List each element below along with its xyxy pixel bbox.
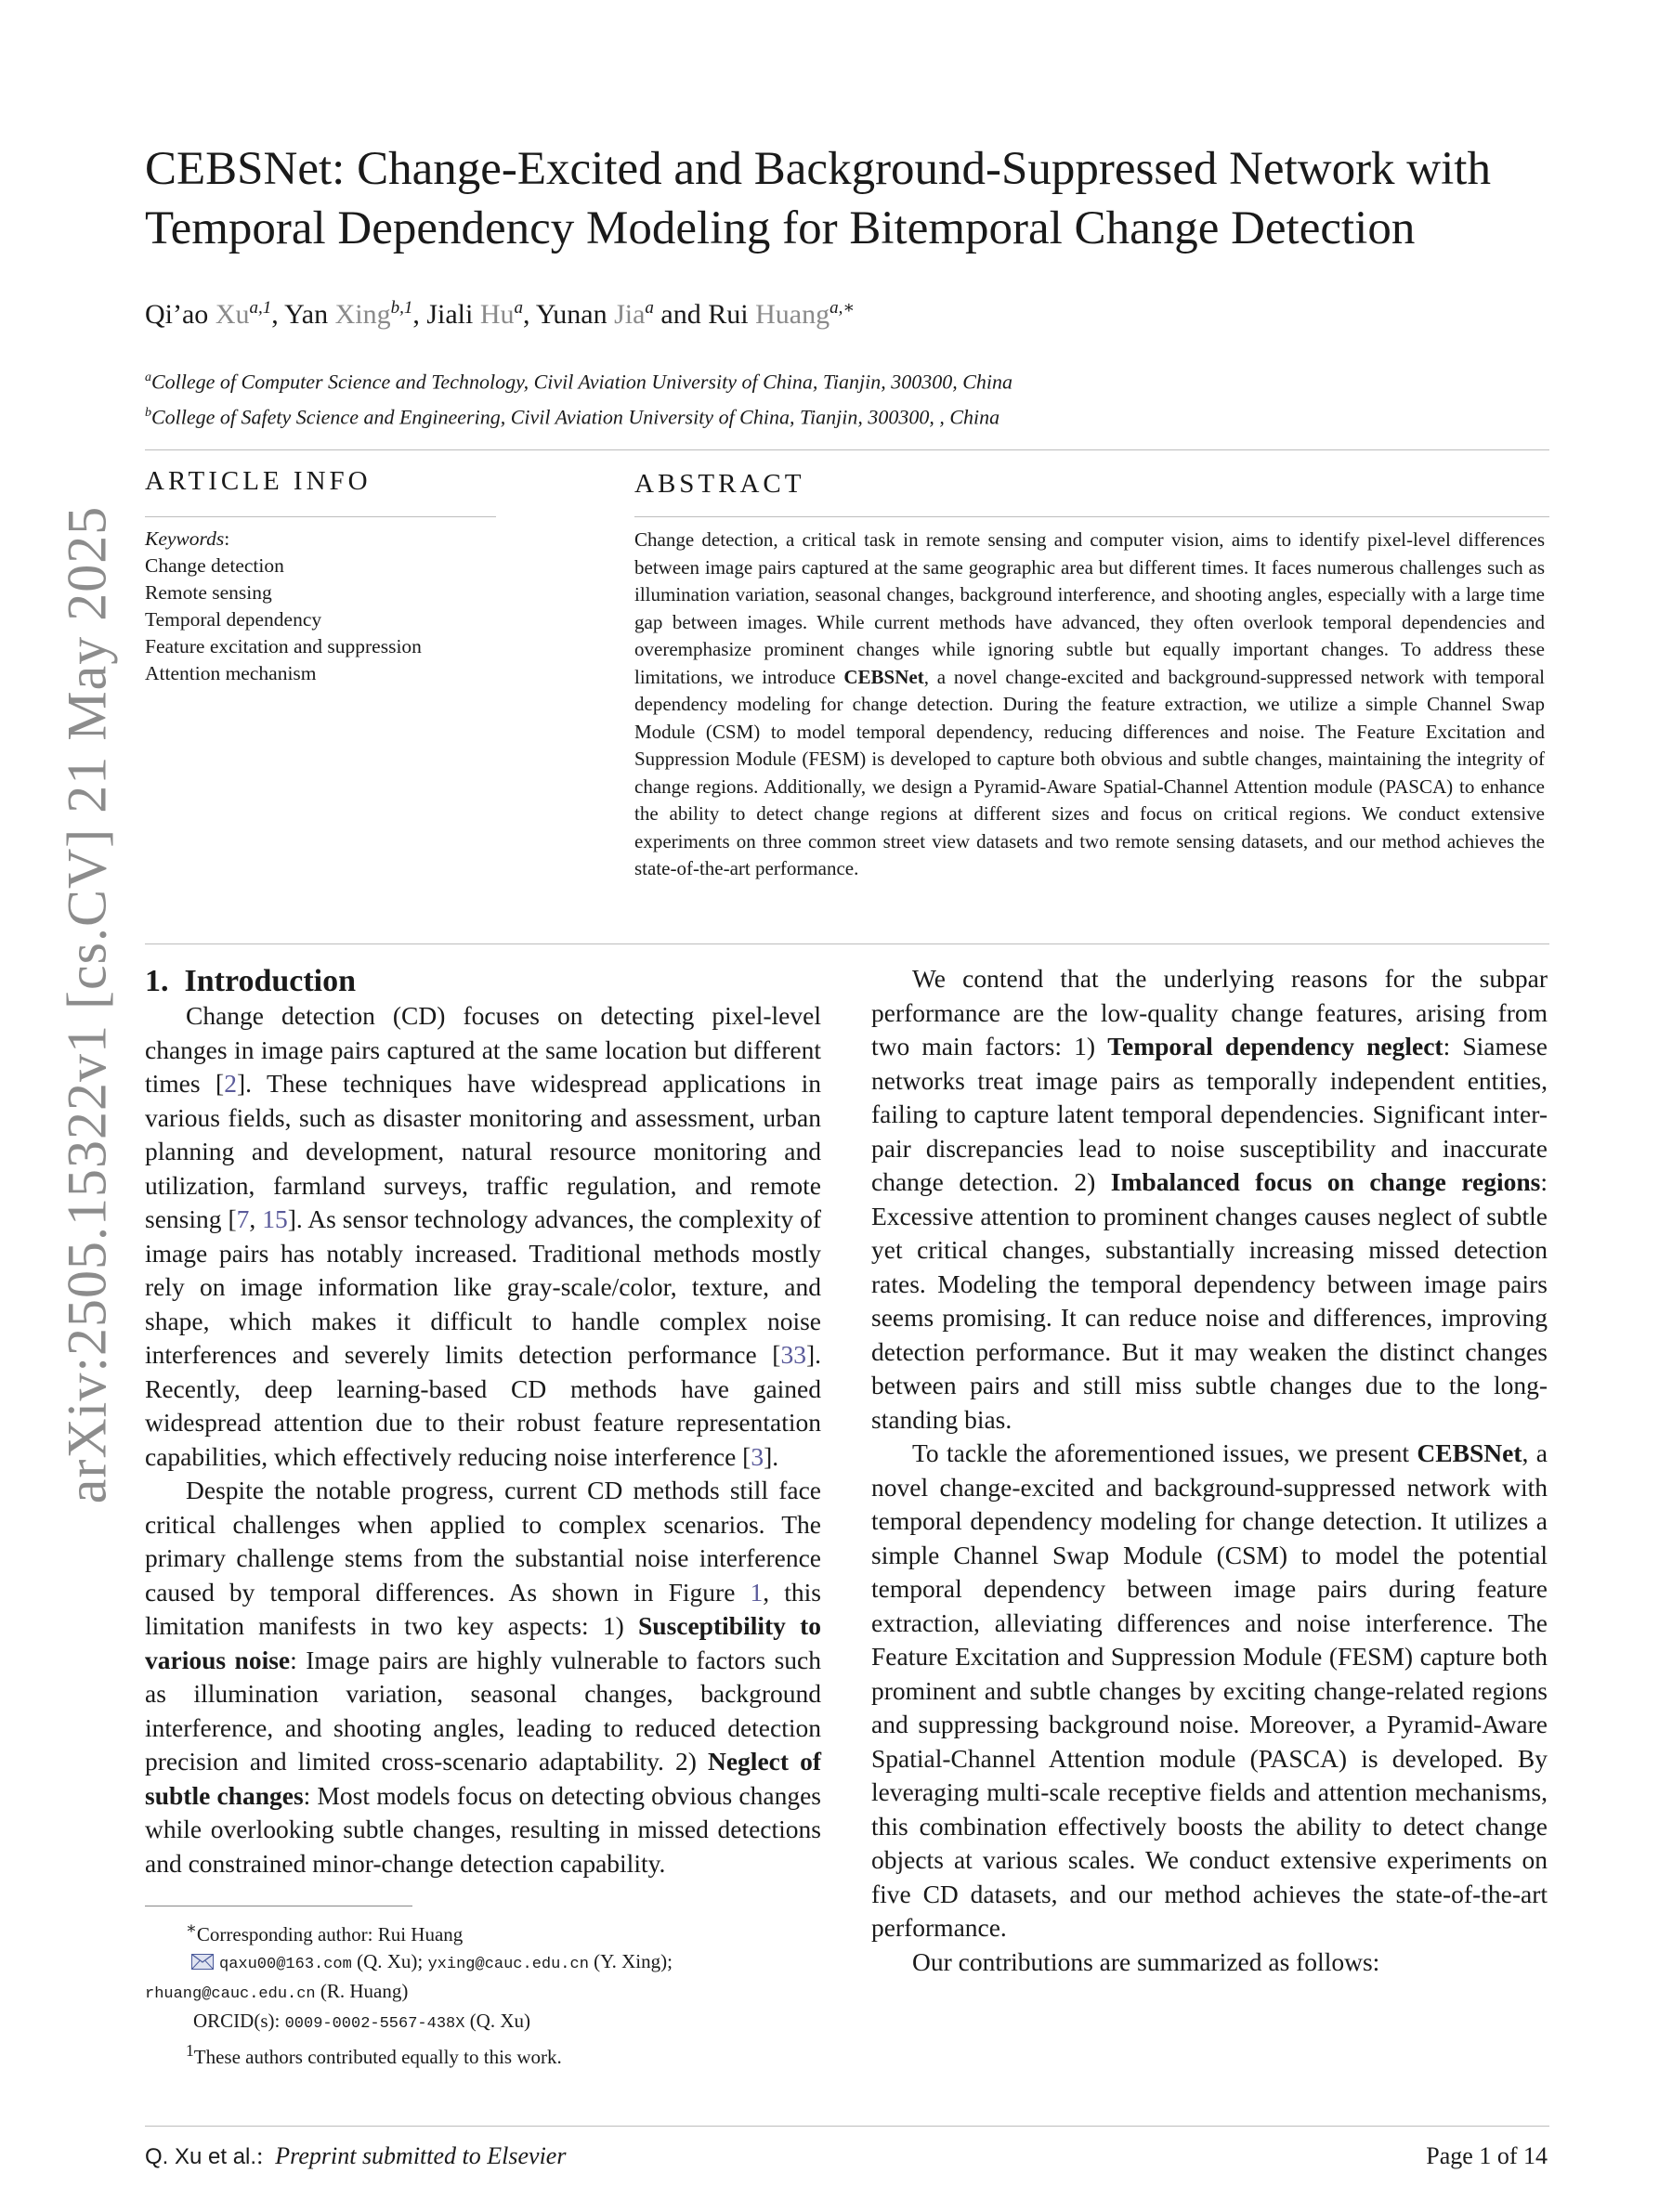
keyword: Remote sensing (145, 581, 272, 604)
email-link[interactable]: qaxu00@163.com (219, 1956, 352, 1973)
keyword: Attention mechanism (145, 662, 317, 684)
keyword: Temporal dependency (145, 608, 322, 631)
email-link[interactable]: rhuang@cauc.edu.cn (145, 1985, 316, 2003)
affiliations (145, 362, 1012, 434)
affiliation-a: $^a$College of Computer Science and Technology, Civil Aviation University of China, Tianjin, 300300, China (145, 370, 1013, 394)
citation-link[interactable]: 33 (780, 1340, 806, 1369)
citation-link[interactable]: 2 (224, 1069, 237, 1098)
abstract-divider (634, 516, 1549, 517)
abstract-bottom-divider (145, 943, 1549, 944)
author-link[interactable]: Hu (479, 299, 515, 330)
paragraph: Our contributions are summarized as follows: (912, 1946, 1380, 1976)
citation-link[interactable]: 3 (751, 1441, 764, 1471)
page-number: Page 1 of 14 (1426, 2142, 1548, 2169)
email-note: rhuang@cauc.edu.cn (R. Huang) (145, 1980, 409, 2003)
figure-link[interactable]: 1 (750, 1577, 764, 1607)
footnotes (145, 1915, 832, 2071)
article-info-divider (145, 516, 496, 517)
model-name: CEBSNet (843, 665, 924, 688)
orcid-link[interactable]: 0009-0002-5567-438X (284, 2015, 465, 2033)
paragraph: We contend that the underlying reasons for the subpar performance are the low-quality change features, arising from two main factors: 1) Temporal dependency neglect: Siamese networks treat image pairs as temporally independent entities, failing to capture latent temporal dependencies. Significant inter-pair discrepancies lead to noise susceptibility and inaccurate change detection. 2) Imbalanced focus on change regions: Excessive attention to prominent changes causes neglect of subtle yet critical changes, substantially increasing missed detection rates. Modeling the temporal dependency between image pairs seems promising. It can reduce noise and differences, improving detection performance. But it may weaken the distinct changes between pairs and still miss subtle changes due to the long-standing bias. (871, 964, 1548, 1434)
author: Yan Xing$^{b,1}$, (284, 298, 427, 330)
section-heading-introduction: 1. Introduction (145, 964, 357, 998)
arxiv-identifier-stamp: arXiv:2505.15322v1 [cs.CV] 21 May 2025 (56, 505, 118, 1504)
paragraph: Change detection (CD) focuses on detecting pixel-level changes in image pairs captured at the same location but different times [2]. These techniques have widespread applications in various fields, such as disaster monitoring and assessment, urban planning and development, natural resource monitoring and utilization, farmland surveys, traffic regulation, and remote sensing [7, 15]. As sensor technology advances, the complexity of image pairs has notably increased. Traditional methods mostly rely on image information like gray-scale/color, texture, and shape, which makes it difficult to handle complex noise interferences and severely limits detection performance [33]. Recently, deep learning-based CD methods have gained widespread attention due to their robust feature representation capabilities, which effectively reducing noise interference [3]. (145, 1001, 821, 1471)
body-column-left (145, 999, 821, 1880)
author: Yunan Jia$^a$ and (535, 298, 709, 330)
email-link[interactable]: yxing@cauc.edu.cn (427, 1956, 589, 1973)
paragraph: To tackle the aforementioned issues, we present CEBSNet, a novel change-excited and background-suppressed network with temporal dependency modeling for change detection. It utilizes a simple Channel Swap Module (CSM) to model the potential temporal dependency between image pairs during feature extraction, alleviating differences and noise interference. The Feature Excitation and Suppression Module (FESM) capture both prominent and subtle changes by exciting change-related regions and suppressing background noise. Moreover, a Pyramid-Aware Spatial-Channel Attention module (PASCA) is developed. By leveraging multi-scale receptive fields and attention mechanisms, this combination effectively boosts the ability to detect change objects at various scales. We conduct extensive experiments on five CD datasets, and our method achieves the state-of-the-art performance. (871, 1438, 1548, 1942)
author-list (145, 290, 855, 333)
header-divider (145, 449, 1549, 450)
citation-link[interactable]: 15 (262, 1204, 288, 1233)
author-link[interactable]: Xing (334, 299, 391, 330)
author-link[interactable]: Jia (614, 299, 646, 330)
author: Jiali Hu$^a$, (426, 298, 536, 330)
running-footer: Q. Xu et al.: Preprint submitted to Elsevier (145, 2142, 567, 2169)
author-link[interactable]: Xu (215, 299, 250, 330)
paragraph: Despite the notable progress, current CD methods still face critical challenges when applied to complex scenarios. The primary challenge stems from the substantial noise interference caused by temporal differences. As shown in Figure 1, this limitation manifests in two key aspects: 1) Susceptibility to various noise: Image pairs are highly vulnerable to factors such as illumination variation, seasonal changes, background interference, and shooting angles, leading to reduced detection precision and limited cross-scenario adaptability. 2) Neglect of subtle changes: Most models focus on detecting obvious changes while overlooking subtle changes, resulting in missed detections and constrained minor-change detection capability. (145, 1476, 822, 1878)
equal-contribution-note: $^1$These authors contributed equally to this work. (186, 2041, 562, 2068)
author: Qi’ao Xu$^{a,1}$, (145, 298, 285, 330)
keyword: Change detection (145, 554, 284, 577)
footer-venue: Preprint submitted to Elsevier (275, 2142, 567, 2169)
body-column-right (871, 962, 1548, 1979)
affiliation-b: $^b$College of Safety Science and Engineering, Civil Aviation University of China, Tianjin, 300300, , China (145, 405, 1000, 429)
footer-divider (145, 2126, 1549, 2127)
keywords-block: Keywords: Change detection Remote sensing Temporal dependency Feature excitation and suppression Attention mechanism (145, 526, 422, 687)
citation-link[interactable]: 7 (236, 1204, 250, 1233)
envelope-icon (191, 1954, 214, 1970)
article-info-heading: ARTICLE INFO (145, 466, 372, 496)
abstract-text: Change detection, a critical task in remote sensing and computer vision, aims to identify pixel-level differences between image pairs captured at the same geographic area but different times. It faces numerous challenges such as illumination variation, seasonal changes, background interference, and shooting angles, especially with a large time gap between images. While current methods have advanced, they often overlook temporal dependencies and overemphasize prominent changes while ignoring subtle but equally important changes. To address these limitations, we introduce CEBSNet, a novel change-excited and background-suppressed network with temporal dependency modeling for change detection. During the feature extraction, we utilize a simple Channel Swap Module (CSM) to model temporal dependency, reducing differences and noise. The Feature Excitation and Suppression Module (FESM) is developed to capture both obvious and subtle changes, maintaining the integrity of change regions. Additionally, we design a Pyramid-Aware Spatial-Channel Attention module (PASCA) to enhance the ability to detect change regions at different sizes and focus on critical regions. We conduct extensive experiments on three common street view datasets and two remote sensing datasets, and our method achieves the state-of-the-art performance. (634, 528, 1546, 879)
orcid-note: ORCID(s): 0009-0002-5567-438X (Q. Xu) (193, 2010, 531, 2033)
abstract-heading: ABSTRACT (634, 469, 805, 499)
keywords-label: Keywords (145, 527, 225, 550)
keyword: Feature excitation and suppression (145, 635, 422, 657)
author: Rui Huang$^{a,∗}$ (708, 298, 856, 330)
footer-authors: Q. Xu et al. (145, 2144, 257, 2169)
email-note: qaxu00@163.com (Q. Xu); yxing@cauc.edu.cn (Y. Xing); (145, 1948, 832, 1978)
author-link[interactable]: Huang (755, 299, 830, 330)
paper-title: CEBSNet: Change-Excited and Background-Suppressed Network with Temporal Dependency Modeling for Bitemporal Change Detection (145, 143, 1491, 254)
corresponding-author-note: ∗Corresponding author: Rui Huang (186, 1919, 464, 1945)
